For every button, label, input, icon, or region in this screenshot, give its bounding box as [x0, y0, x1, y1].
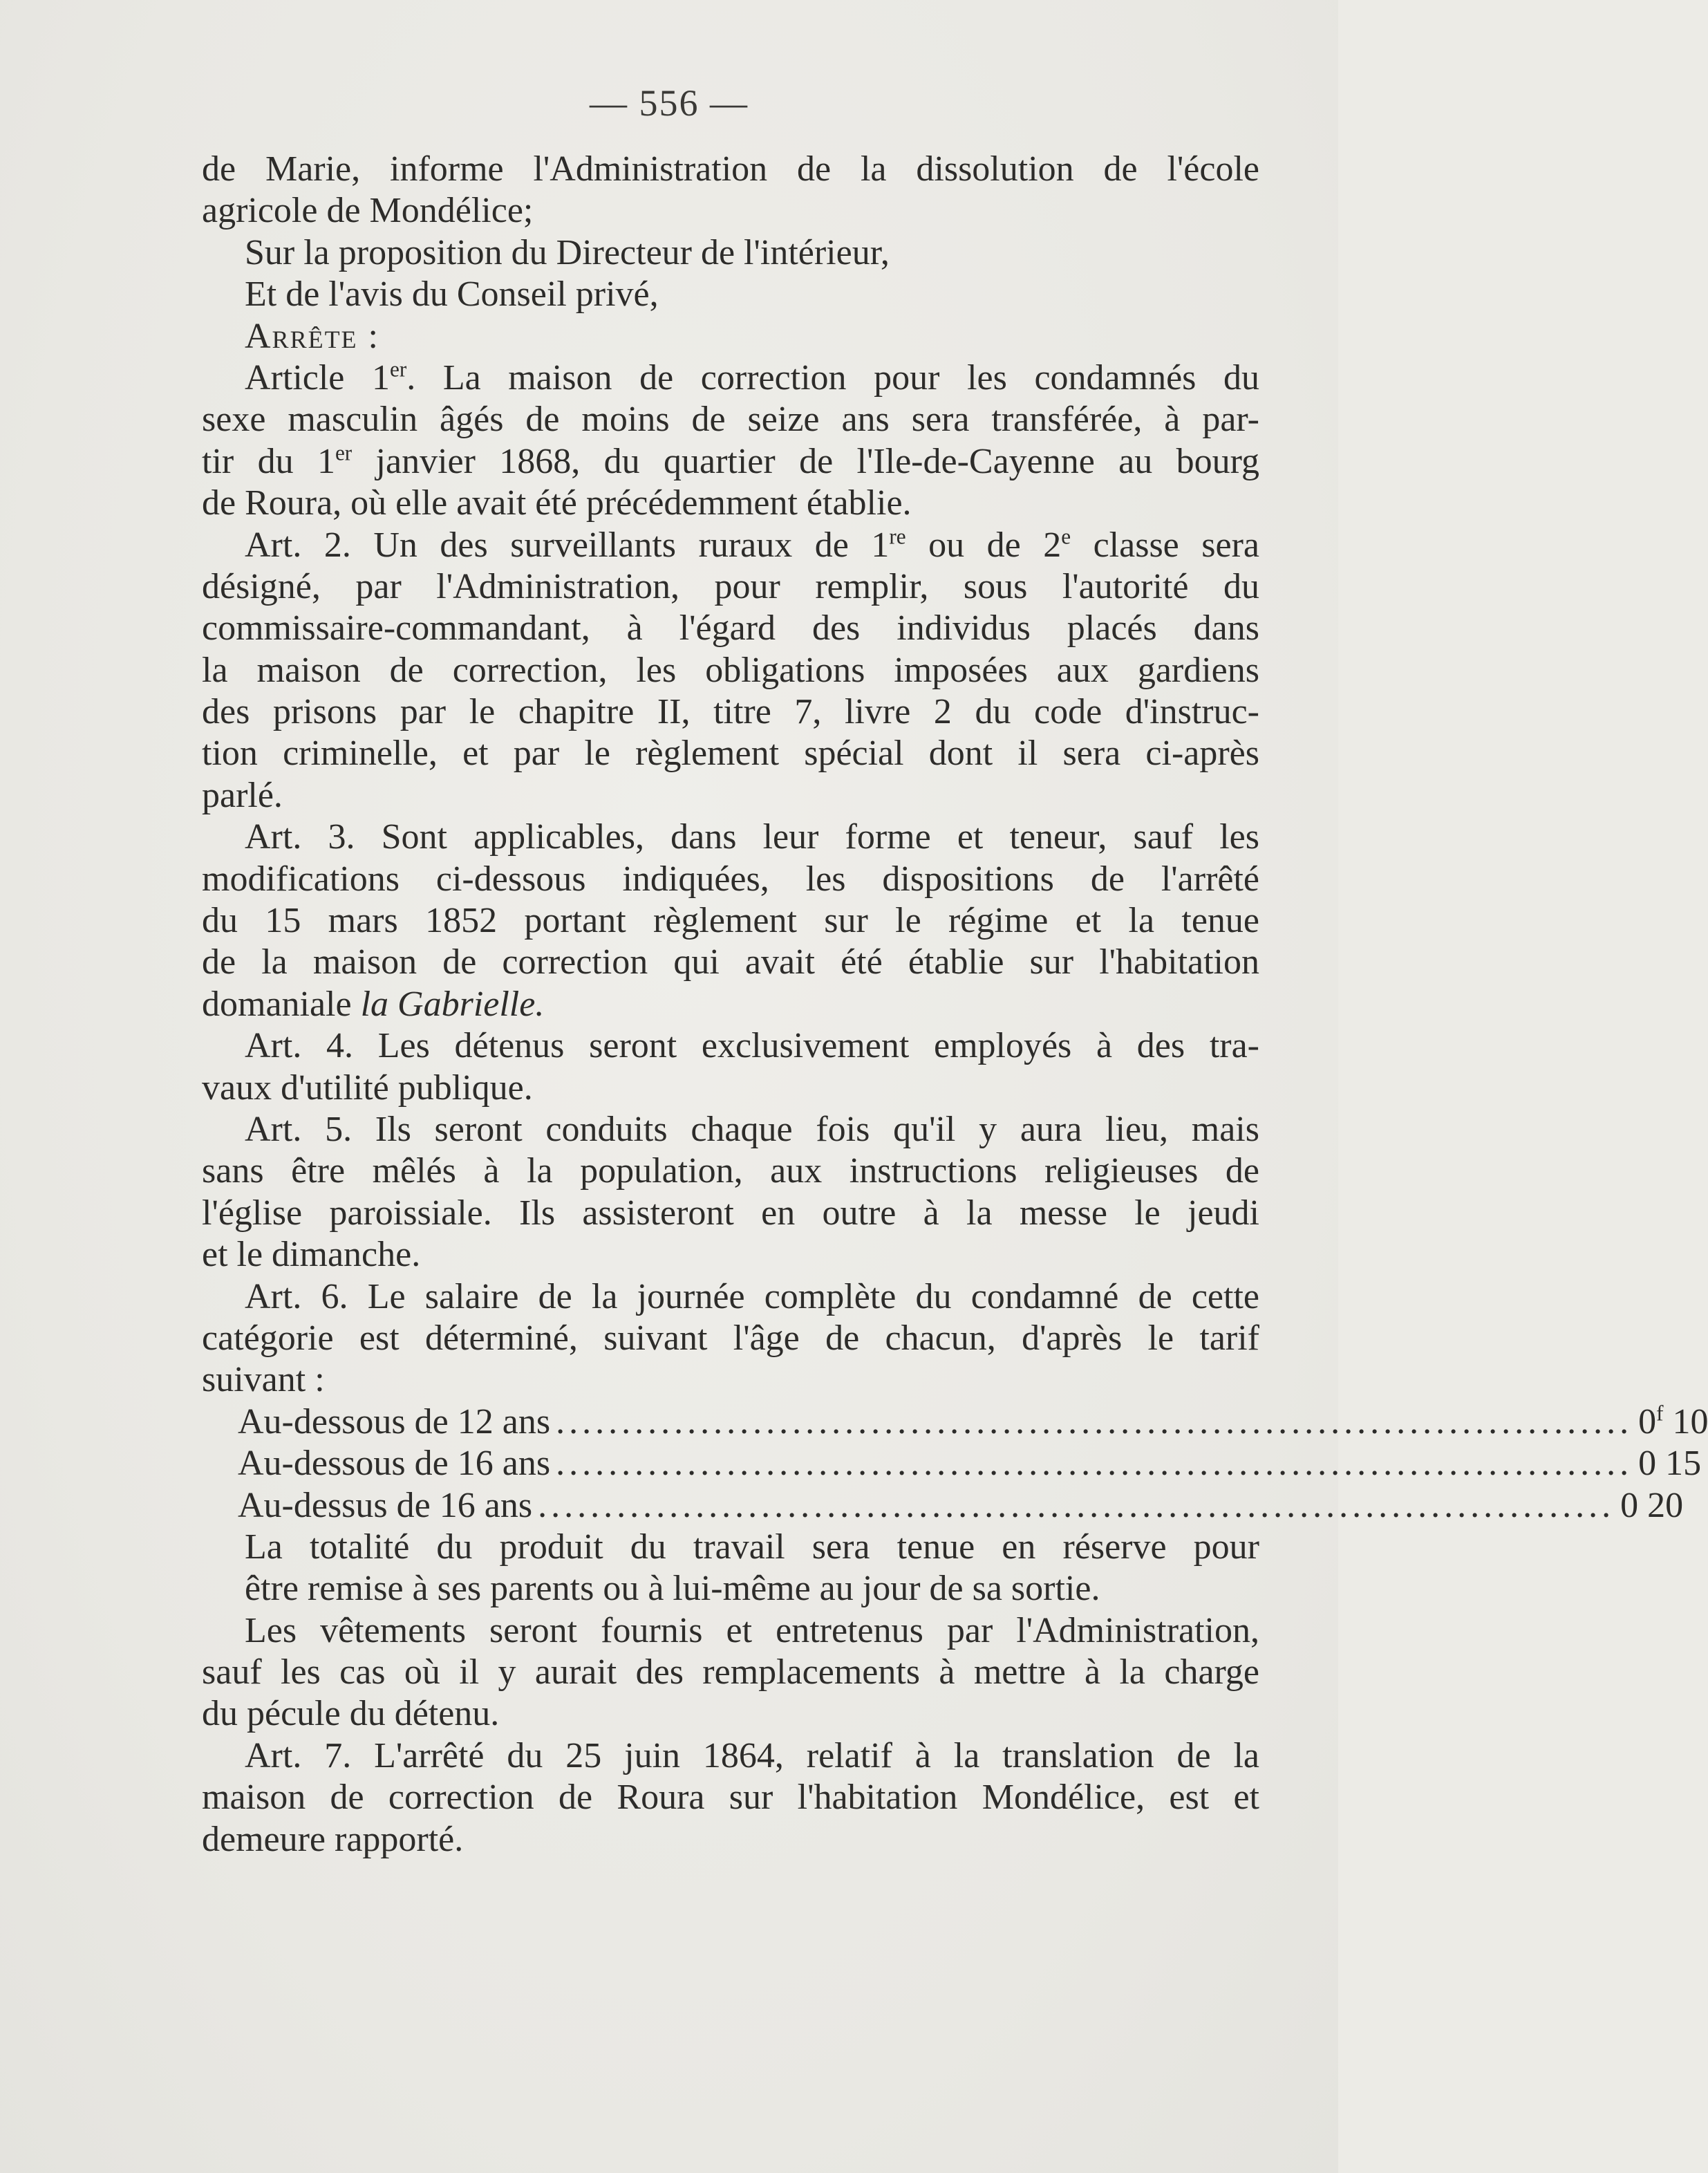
text-segment: tir du 1 — [202, 441, 335, 481]
text-line: agricole de Mondélice; — [202, 191, 534, 231]
text-line: de la maison de correction qui avait été établie sur l'habitation — [202, 942, 1259, 982]
text-line: suivant : — [202, 1360, 325, 1400]
text-line: des prisons par le chapitre II, titre 7, livre 2 du code d'instruc- — [202, 692, 1259, 732]
superscript: er — [335, 440, 353, 465]
tarif-row — [202, 1485, 1684, 1527]
text-line: commissaire-commandant, à l'égard des individus placés dans — [202, 608, 1259, 649]
tarif-amount: 0 — [1638, 1401, 1657, 1442]
leader-dots: .................................................................................. — [556, 1444, 1633, 1484]
superscript: e — [1061, 524, 1071, 549]
text-segment: janvier 1868, du quartier de l'Ile-de-Cayenne au bourg — [352, 441, 1259, 481]
italic-name: la Gabrielle. — [360, 984, 545, 1024]
text-line: être remise à ses parents ou à lui-même au jour de sa sortie. — [245, 1569, 1100, 1609]
leader-dots: .................................................................................. — [538, 1485, 1615, 1525]
article-6-line: Art. 6. Le salaire de la journée complète du condamné de cette — [245, 1276, 1259, 1316]
article-5-line: Art. 5. Ils seront conduits chaque fois qu'il y aura lieu, mais — [245, 1109, 1259, 1149]
text-line: du 15 mars 1852 portant règlement sur le régime et la tenue — [202, 901, 1259, 941]
article-2-line — [202, 525, 1259, 566]
text-segment: ou de 2 — [905, 525, 1062, 565]
page-number: — 556 — — [590, 82, 749, 124]
tarif-label: Au-dessous de 16 ans — [238, 1444, 551, 1484]
article-4-line: Art. 4. Les détenus seront exclusivement employés à des tra- — [245, 1026, 1259, 1066]
superscript: er — [389, 357, 407, 382]
text-line: demeure rapporté. — [202, 1819, 464, 1859]
text-line: La totalité du produit du travail sera tenue en réserve pour — [245, 1527, 1259, 1567]
text-line: maison de correction de Roura sur l'habitation Mondélice, est et — [202, 1778, 1259, 1818]
tarif-value: 0 15 — [1638, 1444, 1702, 1484]
text-line: de Roura, où elle avait été précédemment établie. — [202, 483, 912, 523]
text-line: parlé. — [202, 775, 283, 815]
tarif-row — [202, 1443, 1702, 1484]
tarif-value — [1638, 1401, 1708, 1443]
text-line: vaux d'utilité publique. — [202, 1067, 533, 1108]
body-text — [202, 149, 1708, 1860]
tarif-cents: 10 — [1663, 1401, 1708, 1442]
franc-unit: f — [1656, 1401, 1664, 1426]
tarif-label: Au-dessus de 16 ans — [238, 1485, 533, 1525]
text-segment: . La maison de correction pour les condamnés du — [406, 357, 1259, 398]
text-line: catégorie est déterminé, suivant l'âge de chacun, d'après le tarif — [202, 1318, 1259, 1358]
arrete-heading: Arrête : — [245, 316, 379, 356]
text-segment: domaniale — [202, 984, 361, 1024]
text-segment: classe sera — [1071, 525, 1259, 565]
text-line: sans être mêlés à la population, aux instructions religieuses de — [202, 1151, 1259, 1191]
text-line: modifications ci-dessous indiquées, les dispositions de l'arrêté — [202, 859, 1259, 899]
text-line: sexe masculin âgés de moins de seize ans sera transférée, à par- — [202, 400, 1259, 440]
text-line: et le dimanche. — [202, 1235, 421, 1275]
superscript: re — [889, 524, 906, 549]
text-segment: Art. 2. Un des surveillants ruraux de 1 — [245, 525, 890, 565]
article-3-line: Art. 3. Sont applicables, dans leur forme et teneur, sauf les — [245, 817, 1259, 857]
text-line — [202, 441, 1259, 483]
tarif-row — [202, 1401, 1708, 1443]
tarif-value: 0 20 — [1620, 1485, 1684, 1525]
article-1-line — [202, 357, 1259, 399]
text-line: Sur la proposition du Directeur de l'intérieur, — [245, 232, 890, 272]
text-line: sauf les cas où il y aurait des remplacements à mettre à la charge — [202, 1652, 1259, 1692]
text-line: tion criminelle, et par le règlement spécial dont il sera ci-après — [202, 734, 1259, 774]
leader-dots: .................................................................................. — [556, 1401, 1633, 1442]
text-line: Les vêtements seront fournis et entretenus par l'Administration, — [245, 1610, 1259, 1650]
text-line — [202, 984, 1259, 1025]
text-line: l'église paroissiale. Ils assisteront en outre à la messe le jeudi — [202, 1193, 1259, 1233]
text-line: du pécule du détenu. — [202, 1694, 500, 1734]
text-line: désigné, par l'Administration, pour remplir, sous l'autorité du — [202, 566, 1259, 606]
text-line: de Marie, informe l'Administration de la dissolution de l'école — [202, 149, 1259, 189]
text-segment: Article 1 — [245, 357, 390, 398]
tarif-label: Au-dessous de 12 ans — [238, 1401, 551, 1442]
text-line: la maison de correction, les obligations imposées aux gardiens — [202, 650, 1259, 690]
text-line: Et de l'avis du Conseil privé, — [245, 274, 659, 315]
article-7-line: Art. 7. L'arrêté du 25 juin 1864, relatif à la translation de la — [245, 1735, 1259, 1775]
